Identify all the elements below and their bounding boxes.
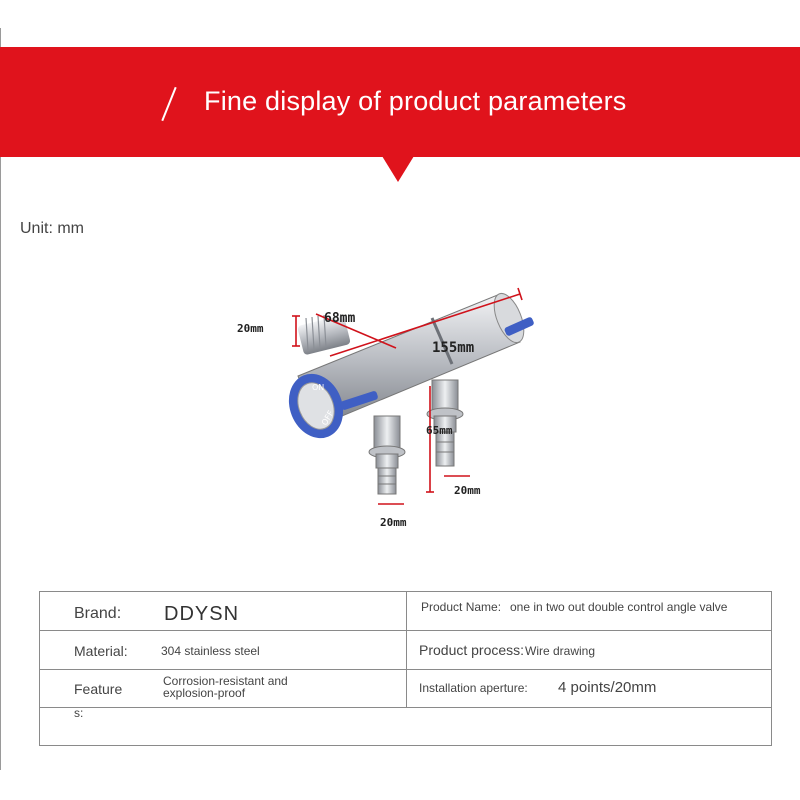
off-label: OFF bbox=[319, 409, 336, 427]
material-label: Material: bbox=[74, 643, 128, 659]
feature-label-wrap: s: bbox=[74, 706, 84, 720]
dim-outlet-width-left: 20mm bbox=[380, 516, 407, 529]
table-column-divider bbox=[406, 592, 407, 707]
process-value: Wire drawing bbox=[525, 644, 596, 658]
aperture-value: 4 points/20mm bbox=[558, 679, 657, 696]
feature-label: Feature bbox=[74, 681, 123, 697]
feature-value-line-1: Corrosion-resistant and bbox=[163, 674, 288, 688]
product-name-label: Product Name: bbox=[421, 600, 502, 614]
process-label: Product process: bbox=[419, 642, 525, 658]
spec-table bbox=[39, 591, 772, 746]
feature-value bbox=[163, 675, 288, 699]
material-value: 304 stainless steel bbox=[161, 644, 260, 658]
on-label: ON bbox=[312, 383, 325, 392]
aperture-label: Installation aperture: bbox=[419, 681, 528, 695]
product-image bbox=[220, 280, 560, 540]
right-outlet bbox=[427, 380, 463, 466]
banner-pointer bbox=[382, 156, 414, 182]
dim-total-length: 155mm bbox=[432, 340, 475, 356]
unit-label: Unit: mm bbox=[20, 220, 84, 237]
dim-outlet-height: 65mm bbox=[426, 424, 453, 437]
valve-illustration bbox=[220, 280, 560, 540]
feature-value-line-2: explosion-proof bbox=[163, 686, 246, 700]
left-outlet bbox=[369, 416, 405, 494]
brand-value: DDYSN bbox=[164, 603, 240, 625]
table-divider bbox=[40, 707, 771, 708]
brand-label: Brand: bbox=[74, 605, 122, 622]
dim-outlet-width-right: 20mm bbox=[454, 484, 481, 497]
page-title: Fine display of product parameters bbox=[204, 86, 627, 116]
product-name-value: one in two out double control angle valve bbox=[510, 600, 728, 614]
dim-top-length: 68mm bbox=[324, 311, 356, 326]
dim-left-height: 20mm bbox=[237, 322, 264, 335]
